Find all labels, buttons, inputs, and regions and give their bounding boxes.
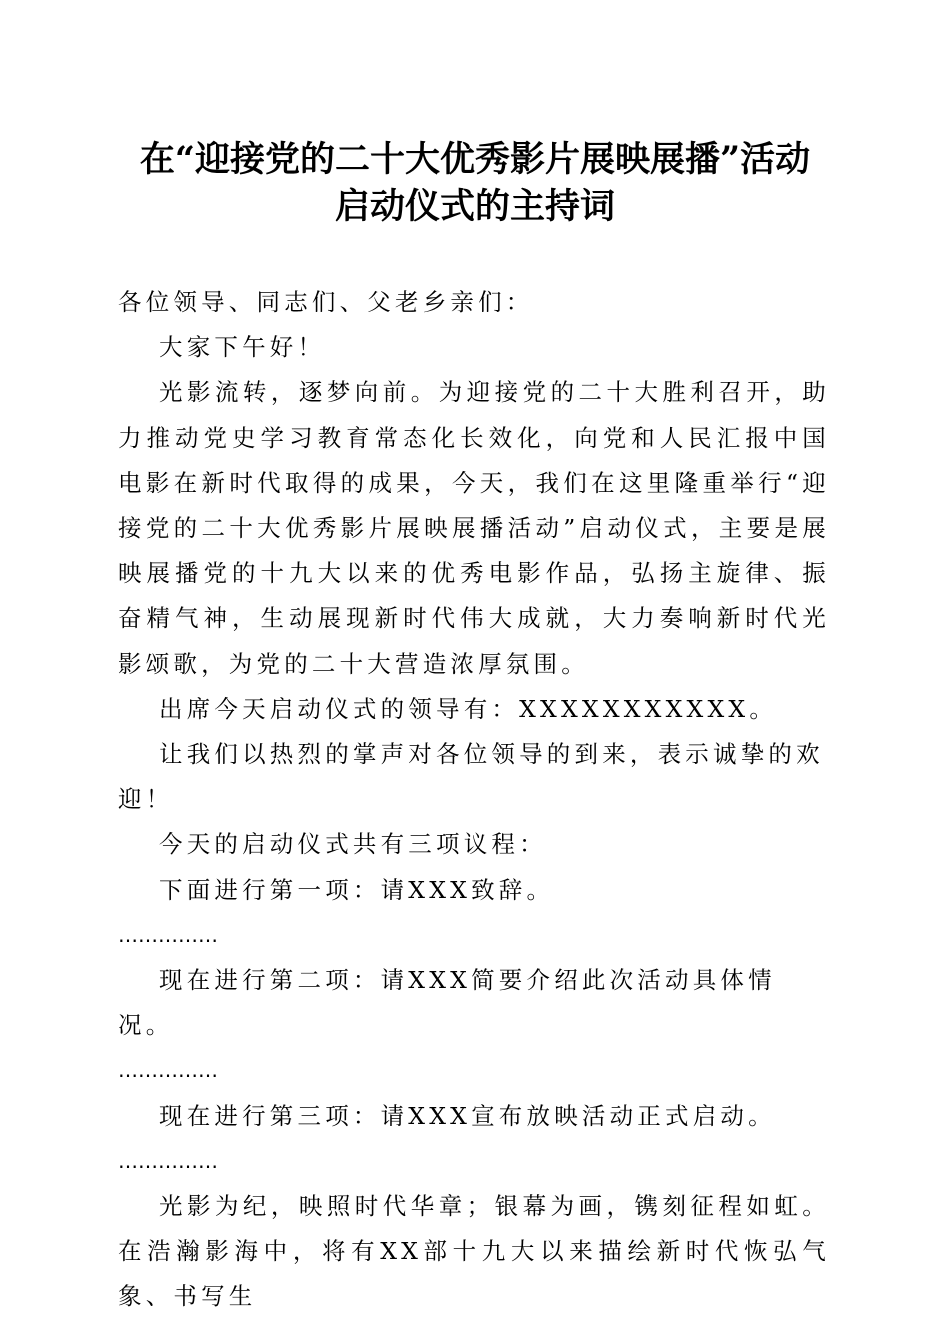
- ellipsis-1: ……………: [118, 922, 218, 947]
- agenda-item-1: 下面进行第一项：请XXX致辞。: [159, 875, 555, 904]
- document-body: [118, 280, 830, 1320]
- ellipsis-2: ……………: [118, 1058, 218, 1083]
- greeting: 大家下午好！: [159, 333, 326, 362]
- closing-paragraph: 光影为纪，映照时代华章；银幕为画，镌刻征程如虹。在浩瀚影海中，将有XX部十九大以来描绘新时代恢弘气象、书写生: [118, 1192, 830, 1311]
- welcome-line: 让我们以热烈的掌声对各位领导的到来，表示诚挚的欢迎！: [118, 740, 824, 814]
- agenda-item-2: 现在进行第二项：请XXX简要介绍此次活动具体情况。: [118, 966, 776, 1040]
- document-title-line-2: 启动仪式的主持词: [334, 186, 615, 227]
- attending-leaders: 出席今天启动仪式的领导有：XXXXXXXXXXX。: [159, 694, 778, 723]
- agenda-item-3: 现在进行第三项：请XXX宣布放映活动正式启动。: [159, 1101, 776, 1130]
- ellipsis-3: ……………: [118, 1148, 218, 1173]
- opening-paragraph: 光影流转，逐梦向前。为迎接党的二十大胜利召开，助力推动党史学习教育常态化长效化，向党和人民汇报中国电影在新时代取得的成果，今天，我们在这里隆重举行“迎接党的二十大优秀影片展映展播活动”启动仪式，主要是展映展播党的十九大以来的优秀电影作品，弘扬主旋律、振奋精气神，生动展现新时代伟大成就，大力奏响新时代光影颂歌，为党的二十大营造浓厚氛围。: [118, 378, 830, 678]
- salutation: 各位领导、同志们、父老乡亲们：: [118, 288, 534, 316]
- agenda-intro: 今天的启动仪式共有三项议程：: [159, 830, 547, 859]
- document-title-line-1: 在“迎接党的二十大优秀影片展映展播”活动: [139, 139, 811, 180]
